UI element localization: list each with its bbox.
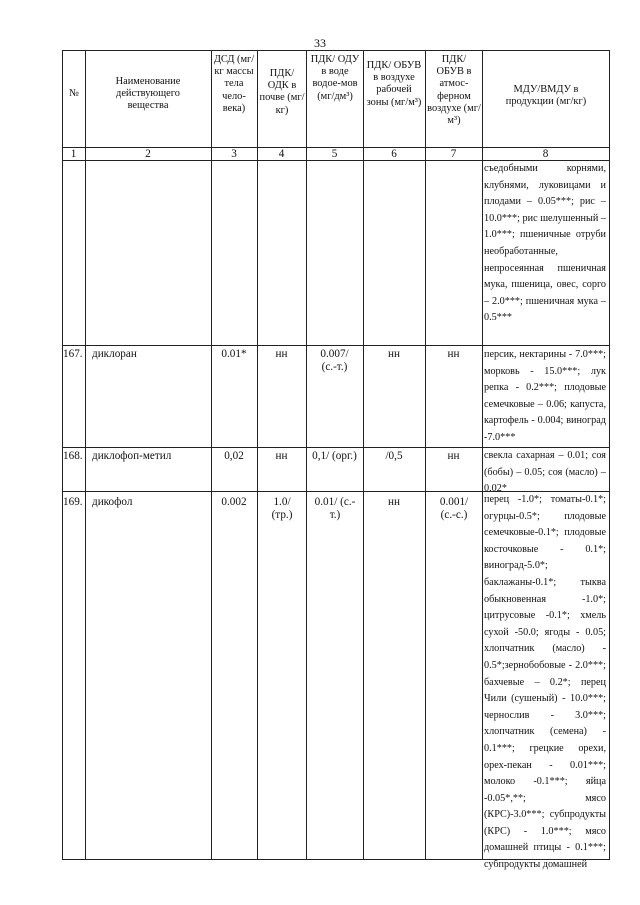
page-number: 33: [314, 36, 326, 50]
row-167-name: диклоран: [92, 348, 137, 360]
mdu-continuation: съедобными корнями, клубнями, луковицами и плодами – 0.05***; рис – 10.0***; рис шелушенный – 1.0***; пшеничные отруби необработанные, непросеянная пшеничная мука, пшеница, овес, сорго – 2.0***; пшеничная мука – 0.5***: [484, 163, 606, 324]
col-divider: [482, 50, 483, 860]
row-168-atm-air: нн: [447, 450, 460, 462]
row-167-work-air: нн: [388, 348, 400, 360]
header-substance: Наименование действующего вещества: [115, 76, 181, 112]
row-169-number: 169.: [63, 496, 83, 508]
colnum-6: 6: [391, 148, 397, 160]
row-167-dsd: 0.01*: [221, 348, 247, 360]
row-169-work-air: нн: [388, 496, 400, 508]
row-167-soil: нн: [275, 348, 288, 360]
colnum-5: 5: [331, 148, 338, 160]
col-divider: [609, 50, 610, 860]
row-168-work-air: /0,5: [385, 450, 403, 462]
row-167-water: 0.007/ (с.-т.): [320, 348, 349, 373]
row-168-mdu: свекла сахарная – 0.01; соя (бобы) – 0.05; соя (масло) – 0.02*: [484, 450, 606, 495]
table-border-top: [62, 50, 610, 51]
colnum-3: 3: [231, 148, 237, 160]
row-168-water: 0,1/ (орг.): [312, 450, 357, 462]
header-atm-air: ПДК/ ОБУВ в атмос-ферном воздухе (мг/м³): [427, 54, 481, 127]
row-169-soil: 1.0/ (тр.): [271, 496, 293, 521]
colnum-4: 4: [278, 148, 285, 160]
colnum-2: 2: [145, 148, 151, 160]
row-167-mdu: персик, нектарины - 7.0***; морковь - 15.0***; лук репка - 0.2***; плодовые семечковые – 0.06; капуста, картофель - 0.004; виноград -7.0***: [484, 349, 606, 443]
row-169-atm-air: 0.001/ (с.-с.): [439, 496, 469, 521]
colnum-7: 7: [450, 148, 457, 160]
header-dsd: ДСД (мг/кг массы тела чело-века): [213, 54, 255, 114]
row-167-atm-air: нн: [447, 348, 460, 360]
header-work-air: ПДК/ ОБУВ в воздухе рабочей зоны (мг/м³): [366, 60, 422, 108]
row-168-number: 168.: [63, 450, 83, 462]
col-divider: [85, 50, 86, 860]
row-169-mdu: перец -1.0*; томаты-0.1*; огурцы-0.5*; плодовые семечковые-0.1*; плодовые косточковые - 0.1*; виноград-5.0*; баклажаны-0.1*; тыква обыкновенная -1.0*; цитрусовые -0.1*; хмель сухой -50.0; ягоды - 0.05; хлопчатник (масло) - 0.5*;зернобобовые - 2.0***; бахчевые – 0.2*; перец Чили (сушеный) - 10.0***; чернослив - 3.0***; хлопчатник (семена) - 0.1***; грецкие орехи, орех-пекан - 0.01***; молоко -0.1***; яйца -0.05*,**; мясо (КРС)-3.0***; субпродукты (КРС) - 1.0***; мясо домашней птицы - 0.1***; субпродукты домашней: [484, 494, 606, 871]
header-number: №: [69, 88, 79, 99]
header-water: ПДК/ ОДУ в воде водое-мов (мг/дм³): [310, 54, 360, 102]
row-168-dsd: 0,02: [224, 450, 244, 462]
colnum-1: 1: [70, 148, 77, 160]
row-169-dsd: 0.002: [221, 496, 247, 508]
row-169-water: 0.01/ (с.-т.): [314, 496, 356, 521]
header-soil: ПДК/ ОДК в почве (мг/кг): [259, 68, 305, 116]
row-divider: [62, 345, 610, 346]
row-168-name: диклофоп-метил: [92, 450, 172, 462]
row-169-name: дикофол: [92, 496, 133, 508]
pesticide-table: [62, 50, 610, 871]
header-mdu: МДУ/ВМДУ в продукции (мг/кг): [505, 84, 587, 108]
row-168-soil: нн: [275, 450, 288, 462]
row-167-number: 167.: [63, 348, 83, 360]
colnum-8: 8: [542, 148, 549, 160]
